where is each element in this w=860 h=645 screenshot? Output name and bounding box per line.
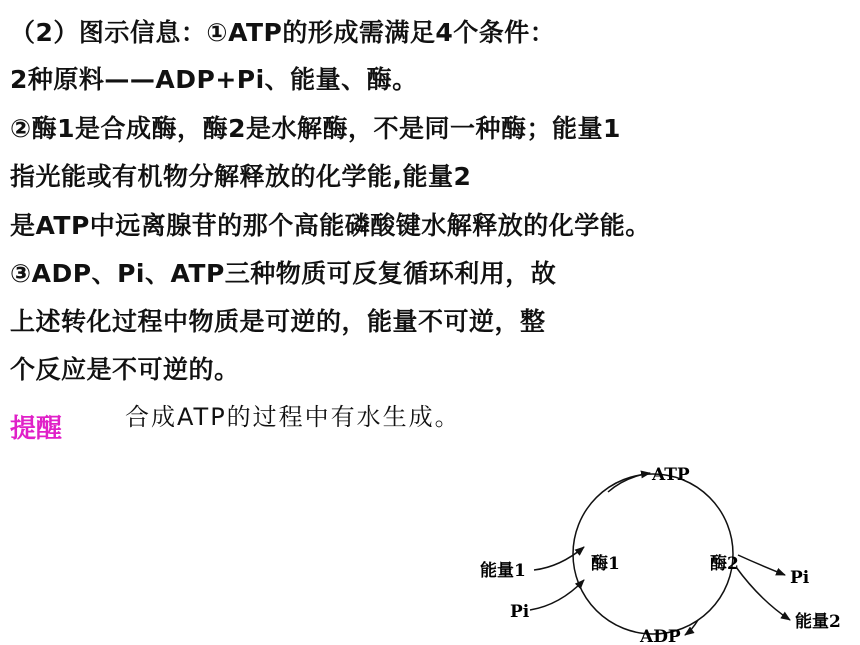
arrow-to-atp — [608, 473, 650, 492]
arrow-energy-1 — [534, 547, 584, 570]
arrow-to-adp — [685, 620, 698, 635]
text-line-2: 2种原料——ADP+Pi、能量、酶。 — [10, 65, 418, 94]
atp-cycle-diagram — [460, 455, 860, 645]
arrow-pi-out — [738, 555, 785, 575]
enzyme-2-label: 酶2 — [710, 554, 739, 574]
text-line-1: （2）图示信息：①ATP的形成需满足4个条件： — [10, 18, 556, 47]
energy-2-label: 能量2 — [795, 612, 841, 632]
energy-1-label: 能量1 — [480, 561, 526, 581]
arrow-pi-in — [530, 580, 584, 610]
text-line-8: 个反应是不可逆的。 — [10, 355, 240, 384]
text-line-4: 指光能或有机物分解释放的化学能,能量2 — [10, 162, 472, 191]
tip-text: 合成ATP的过程中有水生成。 — [125, 403, 461, 431]
text-line-3: ②酶1是合成酶，酶2是水解酶，不是同一种酶；能量1 — [10, 114, 621, 143]
text-line-5: 是ATP中远离腺苷的那个高能磷酸键水解释放的化学能。 — [10, 211, 651, 240]
enzyme-1-label: 酶1 — [591, 554, 620, 574]
adp-label: ADP — [640, 627, 681, 645]
pi-in-label: Pi — [510, 602, 530, 622]
atp-label: ATP — [652, 465, 690, 485]
text-line-6: ③ADP、Pi、ATP三种物质可反复循环利用，故 — [10, 259, 557, 288]
pi-out-label: Pi — [790, 568, 810, 588]
arrow-energy-2 — [736, 567, 790, 620]
text-line-7: 上述转化过程中物质是可逆的，能量不可逆，整 — [10, 307, 546, 336]
tip-label: 提醒 — [10, 414, 63, 444]
